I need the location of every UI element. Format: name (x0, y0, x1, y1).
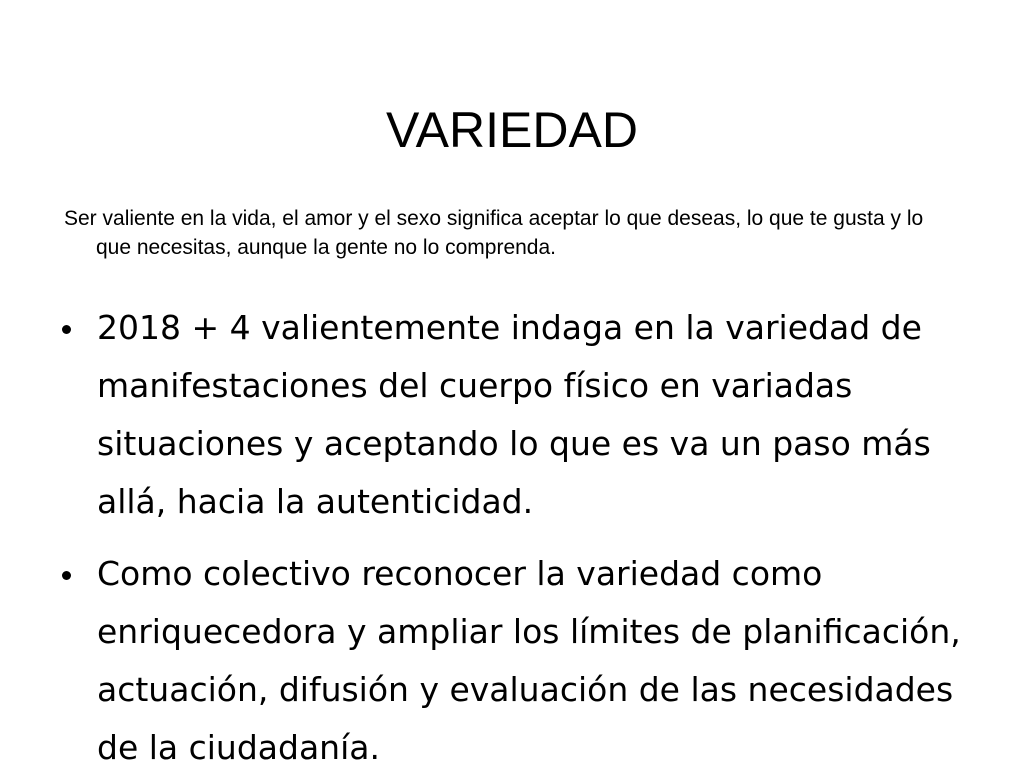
bullet-text: 2018 + 4 valientemente indaga en la variedad de manifestaciones del cuerpo físico en variadas situaciones y aceptando lo que es va un paso más allá, hacia la autenticidad. (97, 308, 931, 521)
bullet-dot-icon (62, 571, 71, 580)
bullet-item (58, 545, 978, 768)
slide-title: VARIEDAD (386, 101, 638, 158)
bullet-item (58, 299, 978, 531)
bullet-dot-icon (62, 325, 71, 334)
intro-paragraph: Ser valiente en la vida, el amor y el sexo significa aceptar lo que deseas, lo que te gusta y lo que necesitas, aunque la gente no lo comprenda. (64, 207, 924, 259)
bullet-list (58, 299, 978, 768)
bullet-text: Como colectivo reconocer la variedad como enriquecedora y ampliar los límites de planificación, actuación, difusión y evaluación de las necesidades de la ciudadanía. (97, 554, 961, 767)
